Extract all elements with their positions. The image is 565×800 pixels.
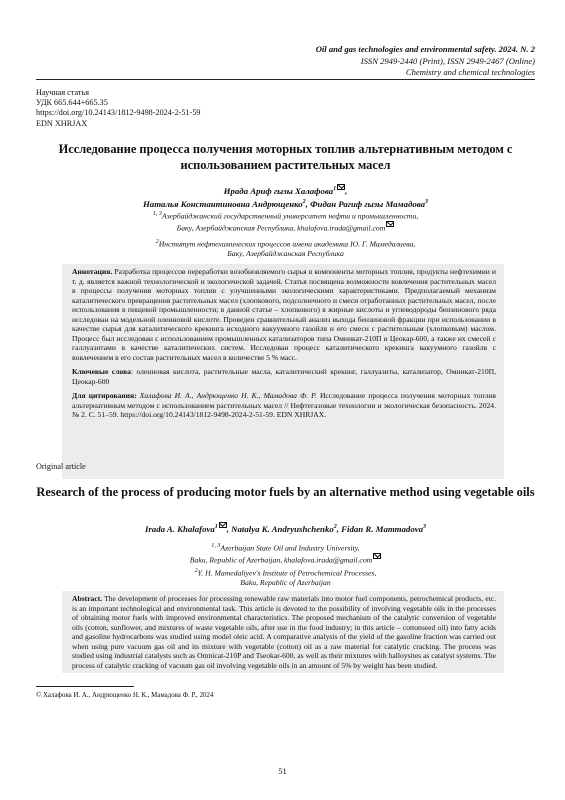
affiliation-line[interactable]: Баку, Азербайджанская Республика, khalafova.irada@gmail.com xyxy=(176,223,386,233)
affiliation-ru-1 xyxy=(36,210,535,234)
affiliation-sup: 1, 3 xyxy=(152,211,162,217)
citation-label: Для цитирования xyxy=(72,391,135,400)
abstract-box-en xyxy=(62,591,504,673)
abstract-text: Разработка процессов переработки возобновляемого сырья в компоненты моторных топлив, продукты нефтехимии и т. д. является важной технологической и экологической задачей. Статья посвящена возможности вовлечения растительных масел в процессы получения моторных топлив с улучшенными экологическими характеристиками. Предполагаемый механизм каталитического превращения растительных масел (хлопкового, подсолнечного и смеси отработанных растительных масел, после использования в пищевой промышленности; в данной статье – хлопкового) в жирные кислоты и углеводороды бензинового ряда исследован на модельной олеиновой кислоте. Проведен сравнительный анализ выхода бензиновой фракции при использовании в качестве сырья для каталитического крекинга исходного вакуумного газойля и его смеси с растительным (хлопковым) маслом. Процесс был исследован с использованием промышленных катализаторов типа Омникат-210П и Цеокар-600, а также их смесей с галлуазитами в качестве каталитических систем. Исследован процесс каталитического крекинга вакуумного газойля с вовлечением в его состав растительных масел в количестве 5 % масс. xyxy=(72,267,497,362)
journal-title: Oil and gas technologies and environmental safety. 2024. N. 2 xyxy=(315,44,535,54)
copyright-footnote: © Халафова И. А., Андрющенко Н. К., Мамадова Ф. Р., 2024 xyxy=(36,692,214,699)
affiliation-sup: 2 xyxy=(194,568,198,574)
affiliation-line: Baku, Republic of Azerbaijan xyxy=(240,578,331,588)
author-name: Ирада Ариф гызы Халафова xyxy=(223,185,334,196)
abstract-en xyxy=(72,594,496,670)
abstract-box-ru xyxy=(62,264,504,479)
article-type: Научная статья xyxy=(36,88,89,97)
author-sup: 1 xyxy=(333,186,337,192)
abstract-ru xyxy=(72,267,496,362)
author-name: Irada A. Khalafova xyxy=(144,523,215,534)
header-divider xyxy=(36,79,535,80)
udc-code: УДК 665.644+665.35 xyxy=(36,98,108,108)
authors-ru: Ирада Ариф гызы Халафова$^1$ , Наталья Константиновна Андрющенко$^2$, Фидан Рагиф гызы Мамадова$^3$ xyxy=(142,185,429,210)
affiliation-line: Y. H. Mamedaliyev's Institute of Petrochemical Processes, xyxy=(197,568,377,578)
author-sup: 2 xyxy=(333,524,337,530)
affiliation-line[interactable]: Baku, Republic of Azerbaijan, khalafova.irada@gmail.com xyxy=(189,555,373,565)
author-name: Fidan R. Mammadova xyxy=(341,523,424,534)
author-sup: 3 xyxy=(423,524,427,530)
keywords-ru xyxy=(72,367,496,386)
author-sup: 3 xyxy=(425,199,429,206)
affiliation-en-1 xyxy=(36,542,535,566)
abstract-text: The development of processes for processing renewable raw materials into motor fuel components, petrochemical products, etc. is an important technological and environmental task. This article is devoted to the possibility of involving vegetable oils in the processes of obtaining motor fuels with improved environmental characteristics. The proposed mechanism of the catalytic conversion of vegetable oils (cotton, sunflower, and mixtures of waste vegetable oils, after use in the food industry; in this article – cottonseed oil) into fatty acids and gasoline hydrocarbons was studied using model oleic acid. A comparative analysis of the yield of the gasoline fraction was carried out when using pure vacuum gas oil and its mixture with vegetable (cotton) oil as a raw material for catalytic cracking. The process was studied using industrial catalysts such as Omnicat-210P and Tseokar-600, as well as their mixtures with halloysites as catalyst systems. The process of catalytic cracking of vacuum gas oil involving vegetable oils in an amount of 5% by weight has been studied. xyxy=(72,594,496,670)
affiliation-sup: 1, 3 xyxy=(211,543,221,549)
citation-authors: Халафова И. А., Андрющенко Н. К., Мамадова Ф. Р. xyxy=(139,391,317,400)
original-article-label: Original article xyxy=(36,462,86,471)
title-ru: Исследование процесса получения моторных топлив альтернативным методом с использованием растительных масел xyxy=(58,142,513,172)
citation-text: Исследование процесса получения моторных топлив альтернативным методом с использованием растительных масел // Нефтегазовые технологии и экологическая безопасность. 2024. № 2. С. 51–59. https://doi.org/10.24143/1812-9498-2024-2-51-59. EDN XHRJAX. xyxy=(72,391,497,419)
footnote-divider xyxy=(36,686,134,687)
affiliation-sup: 2 xyxy=(155,239,159,245)
affiliation-ru-2 xyxy=(36,238,535,259)
edn-code: EDN XHRJAX xyxy=(36,118,88,128)
article-meta xyxy=(36,88,201,129)
email-icon xyxy=(337,184,345,190)
title-en: Research of the process of producing motor fuels by an alternative method using vegetable oils xyxy=(36,485,535,499)
email-icon xyxy=(386,221,394,227)
affiliation-line: Azerbaijan State Oil and Industry University, xyxy=(220,543,360,553)
page-number: 51 xyxy=(278,766,287,776)
abstract-label: Аннотация. xyxy=(72,267,113,276)
author-sup: 2 xyxy=(302,199,306,206)
affiliation-line: Институт нефтехимических процессов имени академика Ю. Г. Мамедалиева, xyxy=(158,239,416,249)
author-name: Фидан Рагиф гызы Мамадова xyxy=(310,199,426,210)
email-icon xyxy=(373,553,381,559)
affiliation-line: Баку, Азербайджанская Республика xyxy=(227,249,344,259)
email-icon xyxy=(219,522,227,528)
abstract-label: Abstract. xyxy=(72,594,103,603)
citation-ru: Для цитирования: Халафова И. А., Андрющенко Н. К., Мамадова Ф. Р. Исследование процесса получения моторных топлив альтернативным методом с использованием растительных масел // Нефтегазовые технологии и экологическая безопасность. 2024. № 2. С. 51–59. https://doi.org/10.24143/1812-9498-2024-2-51-59. EDN XHRJAX. xyxy=(72,391,497,419)
journal-section: Chemistry and chemical technologies xyxy=(405,67,535,78)
affiliation-en-2 xyxy=(36,567,535,588)
affiliation-line: Азербайджанский государственный университет нефти и промышленности, xyxy=(161,211,419,221)
journal-header xyxy=(316,44,535,79)
author-name: Наталья Константиновна Андрющенко xyxy=(142,199,303,210)
keywords-label: Ключевые слова xyxy=(72,367,131,376)
authors-en: Irada A. Khalafova$^1$ , Natalya K. Andryushchenko$^2$, Fidan R. Mammadova$^3$ xyxy=(144,523,427,534)
journal-issn: ISSN 2949-2440 (Print), ISSN 2949-2467 (Online) xyxy=(360,55,535,66)
doi-link[interactable]: https://doi.org/10.24143/1812-9498-2024-2-51-59 xyxy=(36,108,201,118)
keywords-text: : олеиновая кислота, растительные масла, каталитический крекинг, галлуазиты, катализатор, Омникат-210П, Цеокар-600 xyxy=(72,367,496,386)
author-sup: 1 xyxy=(214,524,218,530)
author-name: Natalya K. Andryushchenko xyxy=(231,523,334,534)
